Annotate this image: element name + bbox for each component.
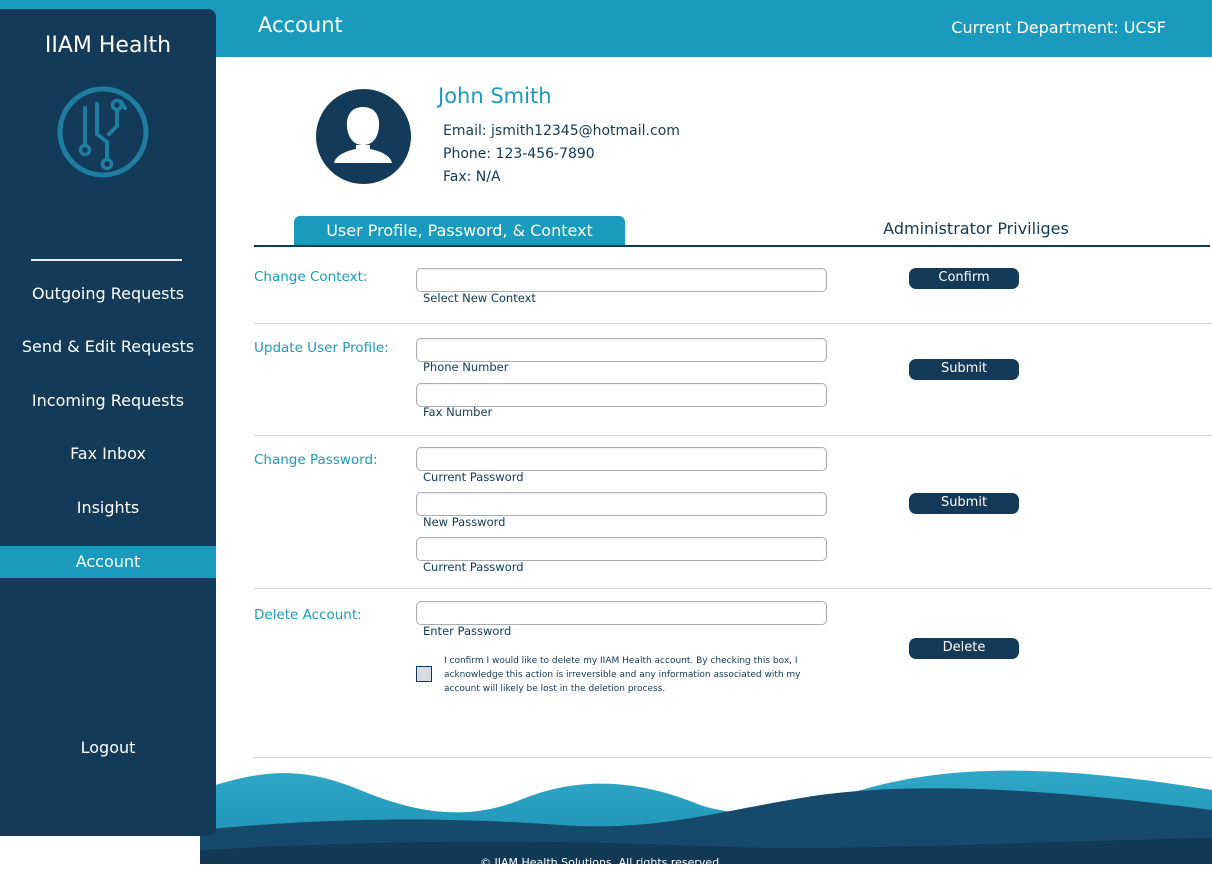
fax-number-caption: Fax Number [423, 405, 493, 419]
app-title: IIAM Health [44, 33, 172, 58]
delete-confirm-checkbox[interactable] [416, 666, 432, 682]
page-title: Account [258, 13, 343, 37]
new-password-caption: New Password [423, 515, 506, 529]
sidebar-item-incoming-requests[interactable]: Incoming Requests [31, 391, 185, 410]
submit-profile-button[interactable]: Submit [909, 359, 1019, 380]
circuit-logo-icon [55, 84, 151, 180]
confirm-password-input[interactable] [416, 537, 827, 561]
delete-account-label: Delete Account: [254, 607, 362, 623]
sidebar [0, 9, 216, 836]
sidebar-item-insights[interactable]: Insights [76, 498, 140, 517]
submit-password-button[interactable]: Submit [909, 493, 1019, 514]
section-divider [254, 757, 1212, 758]
tab-administrator-privileges[interactable]: Administrator Priviliges [883, 219, 1069, 238]
confirm-button[interactable]: Confirm [909, 268, 1019, 289]
confirm-password-caption: Current Password [423, 560, 524, 574]
section-divider [254, 323, 1212, 324]
delete-confirm-text: I confirm I would like to delete my IIAM Health account. By checking this box, I acknowledge this action is irreversible and any information associated with my account will likely be lost in the deletion process. [444, 656, 801, 694]
tab-underline [254, 245, 1210, 247]
delete-password-caption: Enter Password [423, 624, 512, 638]
context-input[interactable] [416, 268, 827, 292]
delete-password-input[interactable] [416, 601, 827, 625]
sidebar-item-send-edit-requests[interactable]: Send & Edit Requests [21, 337, 195, 356]
user-phone: Phone: 123-456-7890 [443, 146, 595, 162]
section-divider [254, 588, 1212, 589]
current-password-input[interactable] [416, 447, 827, 471]
change-context-label: Change Context: [254, 269, 368, 285]
sidebar-item-account[interactable]: Account [0, 546, 216, 578]
footer-copyright: © IIAM Health Solutions. All rights reserved. [480, 856, 723, 869]
current-password-caption: Current Password [423, 470, 524, 484]
user-fax: Fax: N/A [443, 169, 501, 185]
update-profile-label: Update User Profile: [254, 340, 389, 356]
fax-number-input[interactable] [416, 383, 827, 407]
context-caption: Select New Context [423, 291, 536, 305]
current-department: Current Department: UCSF [951, 18, 1166, 37]
sidebar-item-outgoing-requests[interactable]: Outgoing Requests [31, 284, 185, 303]
user-email: Email: jsmith12345@hotmail.com [443, 123, 680, 139]
new-password-input[interactable] [416, 492, 827, 516]
delete-button[interactable]: Delete [909, 638, 1019, 659]
phone-number-caption: Phone Number [423, 360, 509, 374]
section-divider [254, 435, 1212, 436]
logout-button[interactable]: Logout [80, 738, 136, 757]
phone-number-input[interactable] [416, 338, 827, 362]
change-password-label: Change Password: [254, 452, 378, 468]
user-name: John Smith [438, 84, 552, 108]
sidebar-item-fax-inbox[interactable]: Fax Inbox [70, 444, 146, 463]
tab-user-profile[interactable]: User Profile, Password, & Context [294, 216, 625, 246]
sidebar-divider [31, 259, 182, 261]
user-avatar-icon [316, 89, 411, 184]
